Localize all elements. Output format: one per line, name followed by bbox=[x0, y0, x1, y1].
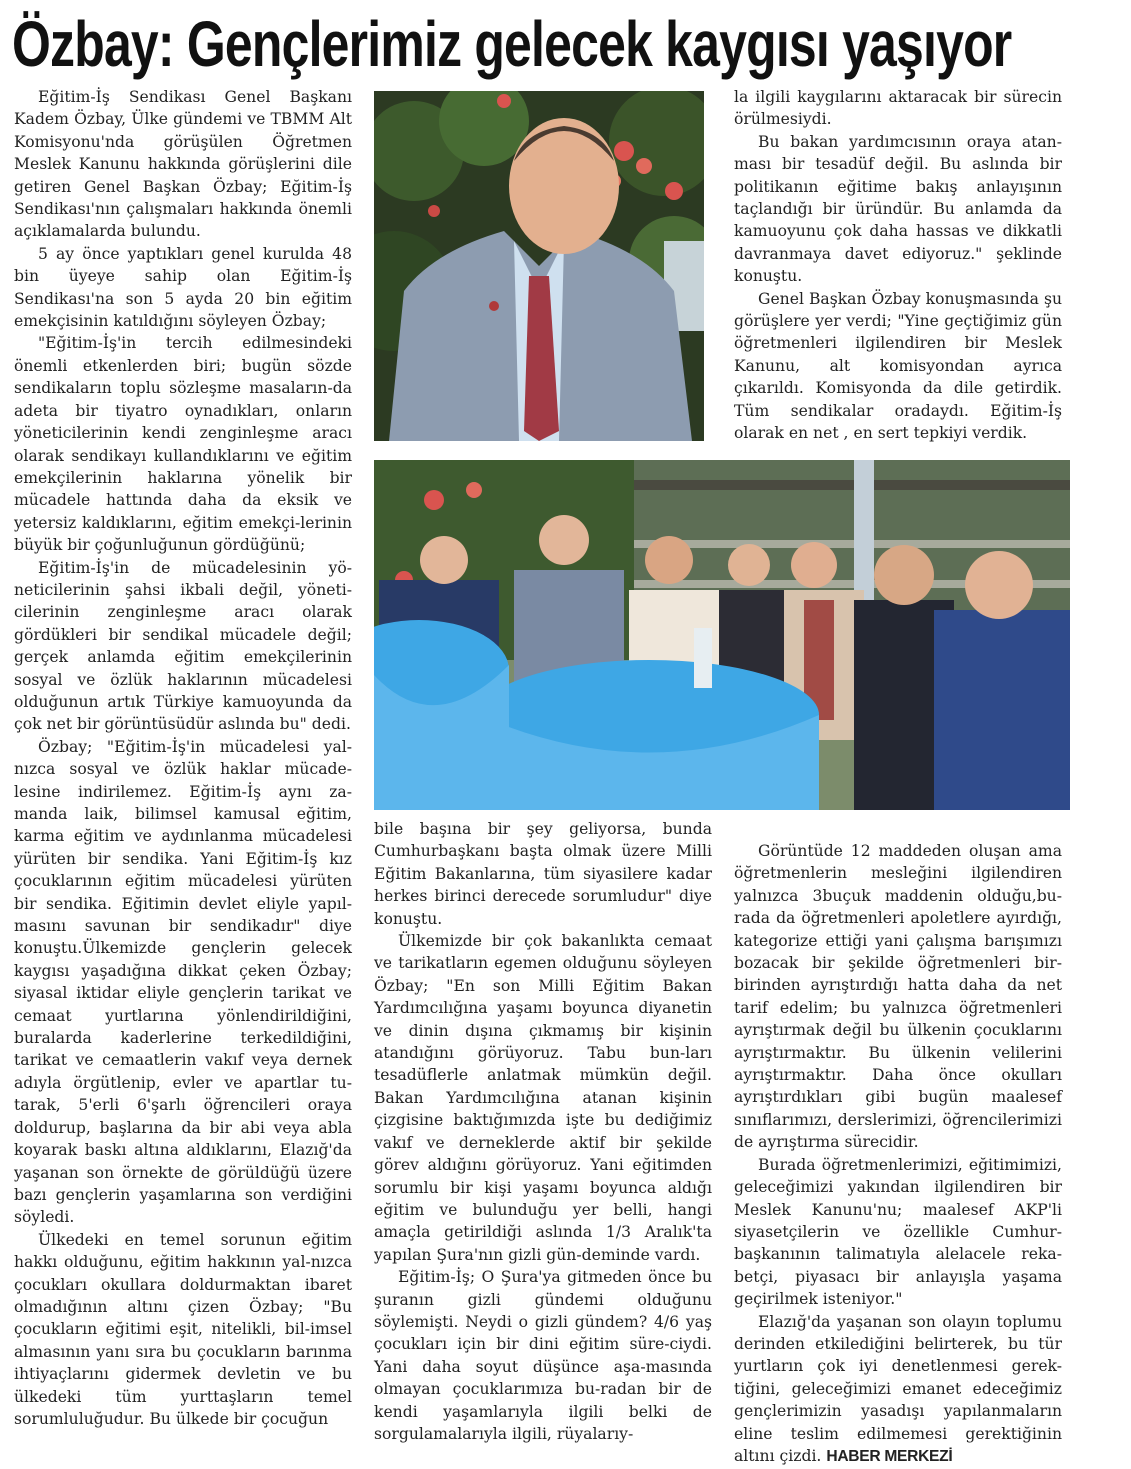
headline: Özbay: Gençlerimiz gelecek kaygısı yaşıyor bbox=[12, 8, 1012, 80]
paragraph: Ülkedeki en temel sorunun eğitim hakkı olduğunu, eğitim hakkının yal-nızca çocukları okullara doldurmaktan ibaret olmadığının altını çizen Özbay; "Bu çocukların eğitimi eşit, nitelikli, bil-imsel almasının yanı sıra bu çocukların barınma ihtiyaçlarını gidermek devletin ve bu ülkedeki tüm yurttaşların temel sorumluluğudur. Bu ülkede bir çocuğun bbox=[14, 1230, 352, 1428]
paragraph: Eğitim-İş'in de mücadelesinin yö-neticilerinin şahsi ikbali değil, yöneti-cilerinin zenginleşme aracı olarak gördükleri bir sendikal mücadele değil; gerçek anlamda eğitim emekçilerinin sosyal ve özlük haklarının mücadelesi olduğunun artık Türkiye kamuoyunda da çok net bir görüntüsüdür aslında bu" dedi. bbox=[14, 558, 352, 734]
paragraph: Genel Başkan Özbay konuşmasında şu görüşlere yer verdi; "Yine geçtiğimiz gün öğretmenleri ilgilendiren bir Meslek Kanunu, alt komisyondan ayrıca çıkarıldı. Komisyonda da dile getirdik. Tüm sendikalar oradaydı. Eğitim-İş olarak en net , en sert tepkiyi verdik. bbox=[734, 289, 1062, 443]
group-photo bbox=[374, 460, 1070, 810]
byline: HABER MERKEZİ bbox=[826, 1447, 953, 1465]
portrait-photo-illustration bbox=[374, 91, 704, 441]
pergola-beam bbox=[634, 480, 1070, 490]
paragraph: 5 ay önce yaptıkları genel kurulda 48 bin üyeye sahip olan Eğitim-İş Sendikası'na son 5 ayda 20 bin eğitim emekçisinin katıldığını söyleyen Özbay; bbox=[14, 244, 352, 331]
face bbox=[509, 118, 619, 254]
paragraph: Özbay; "Eğitim-İş'in mücadelesi yal-nızca sosyal ve özlük haklar mücade-lesine indirilemez. Eğitim-İş aynı za-manda laik, bilimsel kamusal eğitim, karma eğitim ve aydınlanma mücadelesi yürüten bir sendika. Yani Eğitim-İş kız çocuklarının eğitim mücadelesi yürüten bir sendika. Eğitimin devlet eliyle yapıl-masını savunan bir sendikadır" diye konuştu.Ülkemizde gençlerin gelecek kaygısı yaşadığına dikkat çeken Özbay; siyasal iktidar eliyle gençlerin tarikat ve cemaat yurtlarına yönlendirildiğini, buralarda kaderlerine terkedildiğini, tarikat ve cemaatlerin vakıf veya dernek adıyla örgütlenip, evler ve apartlar tu-tarak, 5'erli 6'şarlı öğrencileri oraya doldurup, başlarına da bir abi veya abla koyarak baskı altına aldıklarını, Elazığ'da yaşanan son örnekte de görüldüğü üzere bazı gençlerin yaşamlarına son verdiğini söyledi. bbox=[14, 737, 352, 1227]
article-column-right-top bbox=[734, 86, 1062, 445]
paragraph: Burada öğretmenlerimizi, eğitimimizi, geleceğimizi yakından ilgilendiren bir Meslek Kanunu'nu; maalesef AKP'li siyasetçilerin ve özellikle Cumhur-başkanının talimatıyla alelacele reka-betçi, piyasacı bir anlayışla yaşama geçirilmek isteniyor." bbox=[734, 1155, 1062, 1309]
group-photo-illustration bbox=[374, 460, 1070, 810]
paragraph: Görüntüde 12 maddeden oluşan ama öğretmenlerin mesleğini ilgilendiren yalnızca 3buçuk maddenin olduğu,bu-rada da öğretmenleri apoletlere ayırdığı, kategorize ettiği yani çalışma barışımızı bozacak bir şekilde öğretmenleri bir-birinden ayrıştırdığı hatta daha da net tarif edelim; bu yalnızca öğretmenleri ayrıştırmak değil bu ülkenin çocuklarını ayrıştırmaktır. Bu ülkenin velilerini ayrıştırmaktır. Daha önce okulları ayrıştırdıkları gibi bugün maalesef sınıflarımızı, derslerimizi, öğrencilerimizi de ayrıştırma sürecidir. bbox=[734, 842, 1062, 1152]
paragraph: Eğitim-İş Sendikası Genel Başkanı Kadem Özbay, Ülke gündemi ve TBMM Alt Komisyonu'nda görüşülen Öğretmen Meslek Kanunu hakkında görüşlerini dile getiren Genel Başkan Özbay; Eğitim-İş Sendikası'nın çalışmaları hakkında önemli açıklamalarda bulundu. bbox=[14, 88, 352, 241]
article-column-left bbox=[14, 86, 352, 1430]
paragraph: "Eğitim-İş'in tercih edilmesindeki önemli etkenlerden biri; bugün sözde sendikaların toplu sözleşme masaların-da adeta bir tiyatro oynadıkları, onların yöneticilerinin kendi zenginleşme aracı olarak sendikayı kullandıklarını ve eğitim emekçilerinin haklarına yönelik bir mücadele hattında daha da eksik ve yetersiz kaldıklarını, eğitim emekçi-lerinin büyük bir çoğunluğunun gördüğünü; bbox=[14, 334, 352, 555]
paragraph: Bu bakan yardımcısının oraya atan-ması bir tesadüf değil. Bu aslında bir politikanın eğitime bakış anlayışının taçlandığı bir üründür. Bu anlamda da kamuoyunu çok daha hassas ve dikkatli davranmaya davet ediyoruz." şeklinde konuştu. bbox=[734, 132, 1062, 286]
paragraph bbox=[734, 1311, 1062, 1469]
article-column-middle bbox=[374, 818, 712, 1445]
paragraph: Ülkemizde bir çok bakanlıkta cemaat ve tarikatların egemen olduğunu söyleyen Özbay; "En son Milli Eğitim Bakan Yardımcılığına yaşamı boyunca diyanetin ve dinin dışına çıkmamış bir kişinin atandığını görüyoruz. Tabu bun-ları tesadüflerle anlatmak mümkün değil. Bakan Yardımcılığına atanan kişinin çizgisine baktığımızda işte bu dediğimiz vakıf ve derneklerde aktif bir şekilde görev aldığını görüyoruz. Yani eğitimden sorumlu bir kişi yaşamı boyunca aldığı eğitim ve bulunduğu yer belli, hangi amaçla getirildiği aslında 1/3 Aralık'ta yapılan Şura'nın gizli gün-deminde vardı. bbox=[374, 932, 712, 1264]
paragraph: bile başına bir şey geliyorsa, bunda Cumhurbaşkanı başta olmak üzere Milli Eğitim Bakanlarına, tüm siyasilere kadar herkes birinci derecede sorumludur" diye konuştu. bbox=[374, 820, 712, 928]
portrait-photo bbox=[374, 91, 704, 441]
water-bottle bbox=[694, 628, 712, 688]
fence-rail bbox=[634, 540, 1070, 548]
paragraph: la ilgili kaygılarını aktaracak bir sürecin örülmesiydi. bbox=[734, 88, 1062, 129]
lapel-pin bbox=[489, 301, 499, 311]
article-column-right-bottom bbox=[734, 840, 1062, 1468]
paragraph-text: Elazığ'da yaşanan son olayın toplumu derinden etkilediğini belirterek, bu tür yurtların çok iyi denetlenmesi gerek-tiğini, geleceğimizi emanet edeceğimiz gençlerimizin yasadışı yapılanmaların eline teslim edilmemesi gerektiğinin altını çizdi. bbox=[734, 1312, 1062, 1465]
paragraph: Eğitim-İş; O Şura'ya gitmeden önce bu şuranın gizli gündemi olduğunu söylemişti. Neydi o gizli gündem? 4/6 yaş çocukları için bir dini eğitim süre-ciydi. Yani daha soyut düşünce aşa-masında olmayan çocuklarımıza bu-radan bir de kendi yaşamlarıyla ilgili belki de sorgulamalarıyla ilgili, rüyalarıy- bbox=[374, 1268, 712, 1443]
